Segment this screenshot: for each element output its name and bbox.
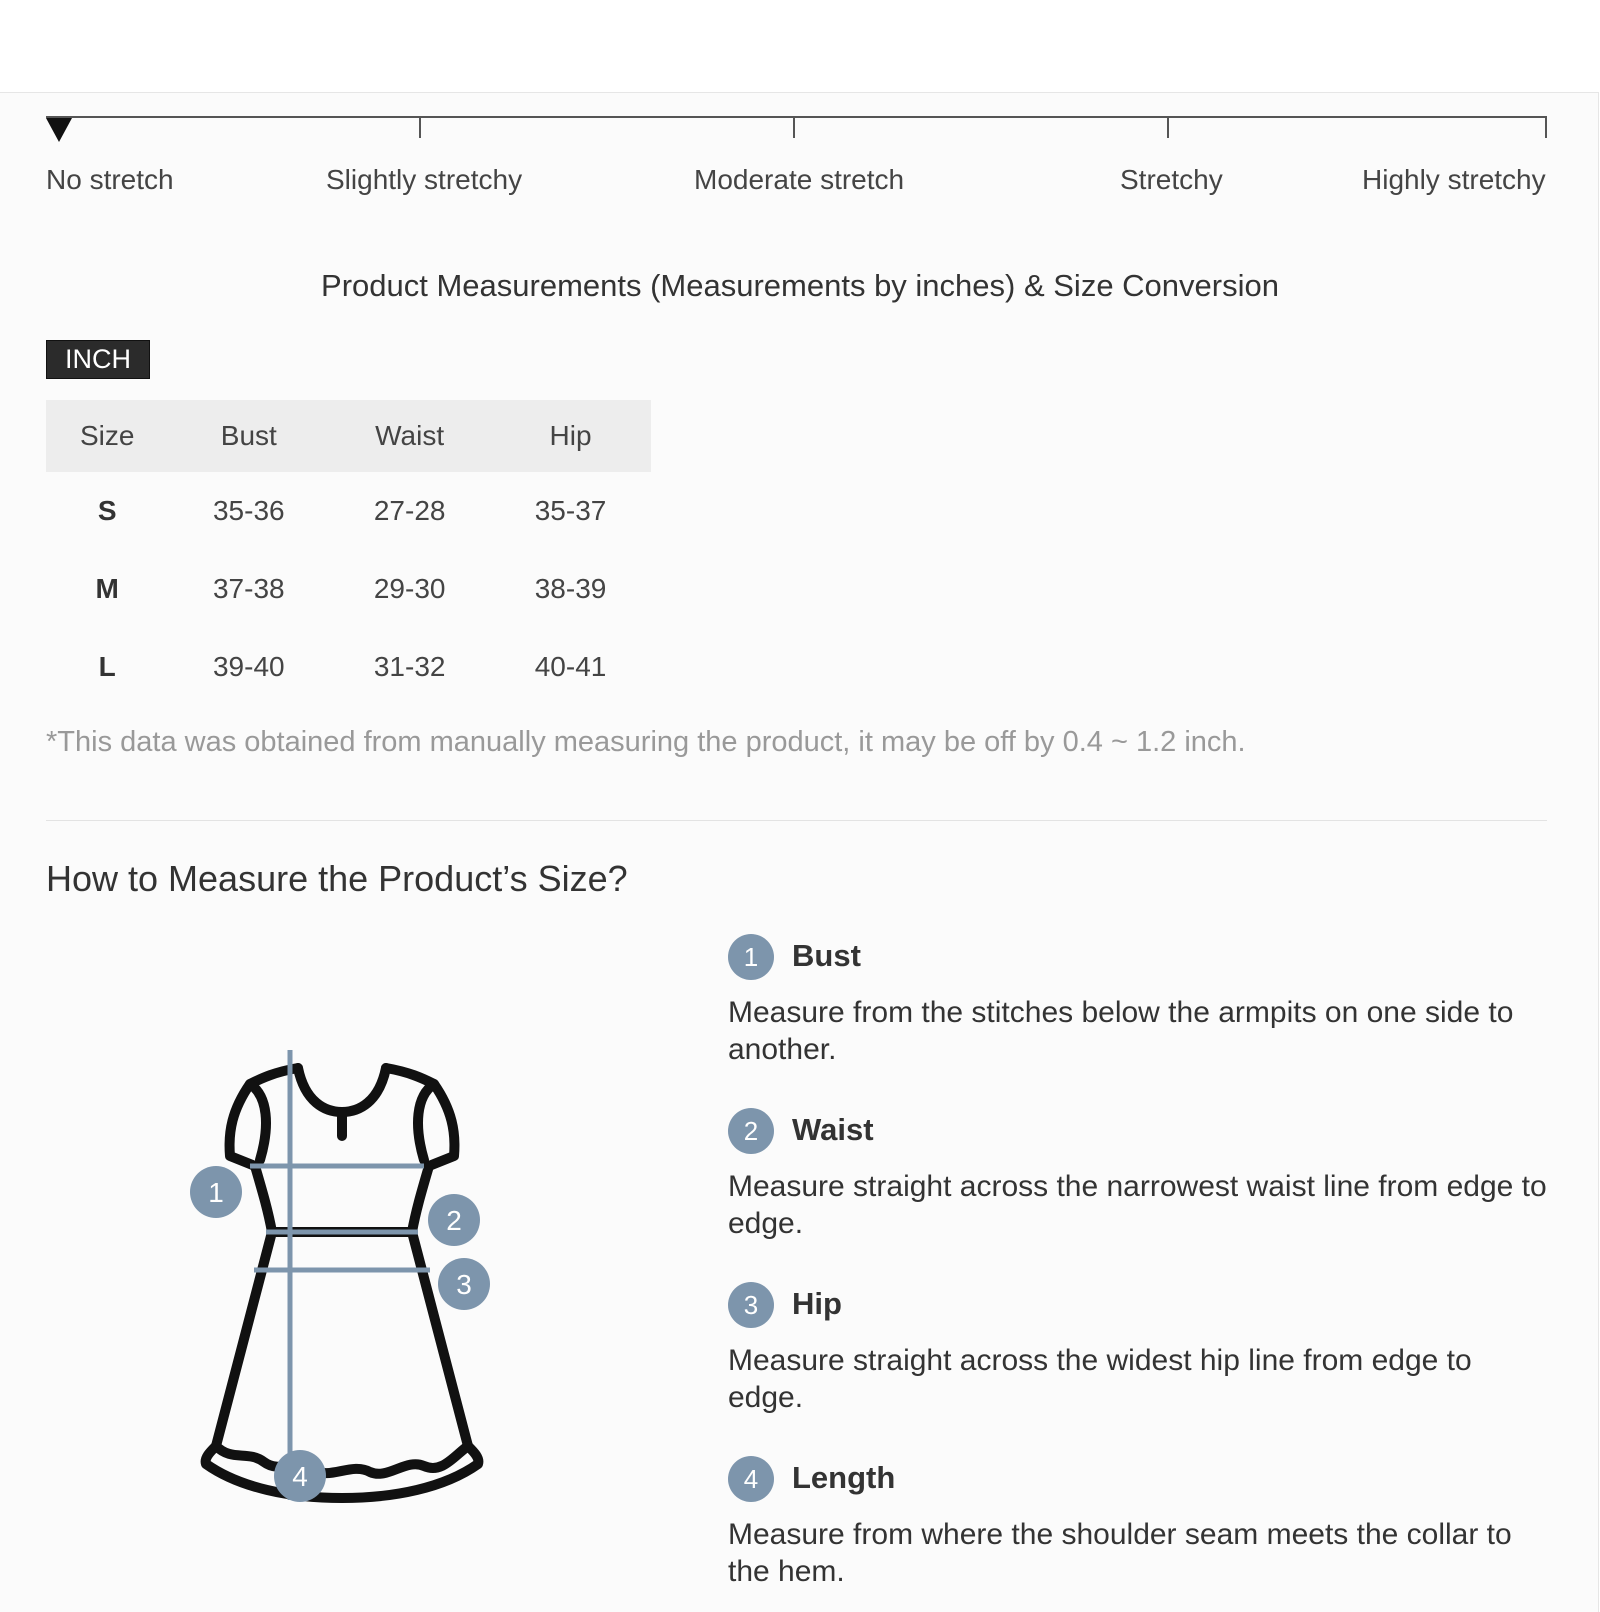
table-row	[46, 472, 651, 550]
figure-marker-2-label: 2	[446, 1205, 462, 1236]
measure-item-length	[728, 1456, 1548, 1590]
waist-cell: 31-32	[373, 651, 446, 682]
stretch-label-moderate: Moderate stretch	[694, 164, 905, 195]
measure-name: Hip	[792, 1286, 842, 1321]
section-title: Product Measurements (Measurements by inches) & Size Conversion	[321, 268, 1279, 303]
stretch-indicator-icon	[46, 118, 72, 142]
stretch-scale-tick	[419, 116, 421, 138]
number-badge-icon: 4	[728, 1456, 774, 1502]
column-header-waist: Waist	[329, 400, 490, 472]
measurement-footnote: *This data was obtained from manually measuring the product, it may be off by 0.4 ~ 1.2 inch.	[46, 726, 1246, 758]
measure-item-bust	[728, 934, 1548, 1068]
number-badge-icon: 2	[728, 1108, 774, 1154]
dress-icon	[206, 1068, 479, 1498]
figure-marker-4	[274, 1450, 326, 1502]
measure-item-hip	[728, 1282, 1548, 1416]
bust-cell: 35-36	[212, 495, 285, 526]
measure-description: Measure from the stitches below the armpits on one side to another.	[728, 996, 1514, 1066]
figure-marker-1	[190, 1166, 242, 1218]
size-table	[46, 400, 651, 706]
dress-diagram	[180, 1050, 520, 1510]
measure-name: Bust	[792, 938, 861, 973]
waist-cell: 27-28	[373, 495, 446, 526]
figure-marker-2	[428, 1194, 480, 1246]
hip-cell: 38-39	[534, 573, 607, 604]
column-header-hip: Hip	[490, 400, 651, 472]
howto-title: How to Measure the Product’s Size?	[46, 858, 628, 899]
bust-cell: 39-40	[212, 651, 285, 682]
divider	[46, 820, 1547, 821]
column-header-bust: Bust	[168, 400, 329, 472]
table-row	[46, 550, 651, 628]
stretch-scale-tick	[1545, 116, 1547, 138]
measure-description: Measure straight across the narrowest waist line from edge to edge.	[728, 1170, 1547, 1240]
size-cell: M	[95, 573, 119, 604]
unit-tab-inch[interactable]: INCH	[46, 340, 150, 379]
hip-cell: 40-41	[534, 651, 607, 682]
stretch-scale-tick	[793, 116, 795, 138]
stretch-scale-tick	[1167, 116, 1169, 138]
stretch-label-stretchy: Stretchy	[1120, 164, 1223, 195]
figure-marker-1-label: 1	[208, 1177, 224, 1208]
measure-item-waist	[728, 1108, 1548, 1242]
bust-cell: 37-38	[212, 573, 285, 604]
measure-name: Length	[792, 1460, 896, 1495]
hip-cell: 35-37	[534, 495, 607, 526]
waist-cell: 29-30	[373, 573, 446, 604]
table-row	[46, 628, 651, 706]
stretch-scale-line	[46, 116, 1547, 118]
number-badge-icon: 1	[728, 934, 774, 980]
stretch-label-slight: Slightly stretchy	[326, 164, 523, 195]
number-badge-icon: 3	[728, 1282, 774, 1328]
figure-marker-4-label: 4	[292, 1461, 308, 1492]
table-header-row	[46, 400, 651, 472]
figure-marker-3-label: 3	[456, 1269, 472, 1300]
size-cell: S	[97, 495, 117, 526]
measure-name: Waist	[792, 1112, 874, 1147]
measure-description: Measure straight across the widest hip line from edge to edge.	[728, 1344, 1472, 1414]
stretch-label-none: No stretch	[46, 164, 174, 195]
column-header-size: Size	[46, 400, 168, 472]
figure-marker-3	[438, 1258, 490, 1310]
stretch-label-high: Highly stretchy	[1362, 164, 1546, 195]
size-cell: L	[98, 651, 116, 682]
measure-description: Measure from where the shoulder seam meets the collar to the hem.	[728, 1518, 1512, 1588]
